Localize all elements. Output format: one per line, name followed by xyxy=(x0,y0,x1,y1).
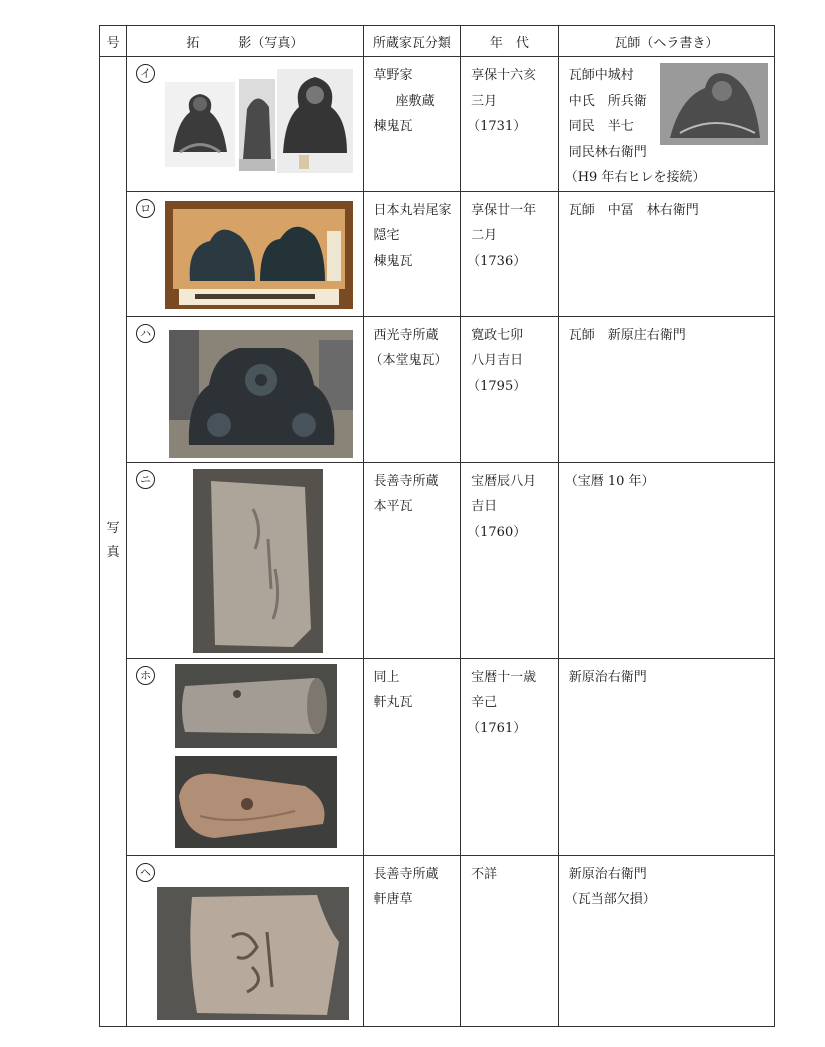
date-cell xyxy=(461,658,559,855)
owner-line: 座敷蔵 xyxy=(395,93,435,109)
owner-line: 長善寺所蔵 xyxy=(373,866,439,882)
master-line: （瓦当部欠損） xyxy=(564,892,656,907)
photo-cell xyxy=(127,462,363,658)
date-line: 享保十六亥 xyxy=(471,68,537,83)
master-cell xyxy=(558,462,774,658)
date-line: （1760） xyxy=(467,524,527,540)
date-line: （1795） xyxy=(467,378,527,394)
tile-catalog-table xyxy=(99,25,775,1027)
owner-line: 棟鬼瓦 xyxy=(373,253,413,269)
header-master: 瓦師（ヘラ書き） xyxy=(558,26,774,57)
date-cell xyxy=(461,316,559,462)
master-line: 新原治右衛門 xyxy=(568,866,647,882)
owner-cell xyxy=(363,855,461,1026)
master-line: 瓦師中城村 xyxy=(568,68,634,83)
owner-line: 同上 xyxy=(373,669,400,685)
side-label-char: 真 xyxy=(106,545,120,561)
date-line: 辛己 xyxy=(471,695,498,710)
date-cell xyxy=(461,57,559,192)
catalog-sheet xyxy=(99,25,774,1023)
date-cell xyxy=(461,855,559,1026)
photo-cell xyxy=(127,57,363,192)
side-label xyxy=(100,57,127,1027)
row-marker: ニ xyxy=(136,470,155,489)
photo-cell xyxy=(127,855,363,1026)
owner-cell xyxy=(363,191,461,316)
owner-line: 軒丸瓦 xyxy=(373,695,413,710)
date-line: 享保廿一年 xyxy=(471,202,537,218)
master-cell xyxy=(558,855,774,1026)
photo-cell xyxy=(127,658,363,855)
owner-cell xyxy=(363,316,461,462)
date-line: 吉日 xyxy=(471,499,498,514)
photo-cell xyxy=(127,316,363,462)
date-line: 不詳 xyxy=(471,866,498,882)
header-photo: 拓 影（写真） xyxy=(127,26,363,57)
table-row xyxy=(100,658,775,855)
master-cell xyxy=(558,316,774,462)
round-tile-top-photo-icon xyxy=(175,664,337,748)
owner-line: 草野家 xyxy=(373,68,413,83)
row-marker: ヘ xyxy=(136,863,155,882)
onigawara-photo-icon xyxy=(165,82,235,167)
table-row xyxy=(100,462,775,658)
side-label-char: 写 xyxy=(106,521,120,537)
master-cell xyxy=(558,57,774,192)
date-line: 寛政七卯 xyxy=(471,327,524,343)
owner-line: 長善寺所蔵 xyxy=(373,473,439,489)
master-line: 同民林右衛門 xyxy=(568,144,647,160)
header-row xyxy=(100,26,775,57)
date-cell xyxy=(461,462,559,658)
date-line: （1736） xyxy=(467,253,527,269)
flat-tile-photo-icon xyxy=(193,469,323,653)
round-tile-bottom-photo-icon xyxy=(175,756,337,848)
owner-line: 棟鬼瓦 xyxy=(373,119,413,134)
date-line: 三月 xyxy=(471,93,498,109)
row-marker: ハ xyxy=(136,324,155,343)
owner-line: 軒唐草 xyxy=(373,892,413,907)
onigawara-side-photo-icon xyxy=(239,79,275,171)
master-line: （H9 年右ヒレを接続） xyxy=(564,170,706,185)
date-cell xyxy=(461,191,559,316)
owner-line: 西光寺所蔵 xyxy=(373,327,439,343)
owner-cell xyxy=(363,462,461,658)
owner-line: （本堂鬼瓦） xyxy=(369,353,448,368)
master-line: 瓦師 新原庄右衛門 xyxy=(568,327,686,343)
owner-cell xyxy=(363,57,461,192)
table-row xyxy=(100,191,775,316)
date-line: 宝暦十一歳 xyxy=(471,669,537,685)
master-cell xyxy=(558,658,774,855)
header-num: 号 xyxy=(100,26,127,57)
table-row xyxy=(100,57,775,192)
master-line: 同民 半七 xyxy=(568,119,634,134)
owner-cell xyxy=(363,658,461,855)
onigawara-front-photo-icon xyxy=(277,69,353,173)
master-cell xyxy=(558,191,774,316)
photo-cell xyxy=(127,191,363,316)
master-line: 新原治右衛門 xyxy=(568,669,647,685)
table-row xyxy=(100,855,775,1026)
table-row xyxy=(100,316,775,462)
karakusa-tile-photo-icon xyxy=(157,887,349,1020)
master-line: 中氏 所兵衛 xyxy=(568,93,647,109)
date-line: 八月吉日 xyxy=(471,353,524,368)
date-line: 宝暦辰八月 xyxy=(471,473,537,489)
row-marker: ホ xyxy=(136,666,155,685)
date-line: （1761） xyxy=(467,720,527,736)
date-line: （1731） xyxy=(467,119,527,134)
master-line: （宝暦 10 年） xyxy=(564,473,655,489)
row-marker: イ xyxy=(136,64,155,83)
row-marker: ロ xyxy=(136,199,155,218)
header-date: 年 代 xyxy=(461,26,559,57)
header-owner: 所蔵家瓦分類 xyxy=(363,26,461,57)
owner-line: 隠宅 xyxy=(373,228,400,243)
date-line: 二月 xyxy=(471,228,498,243)
temple-onigawara-photo-icon xyxy=(169,330,353,458)
onigawara-closeup-photo-icon xyxy=(660,63,768,145)
owner-line: 日本丸岩尾家 xyxy=(373,202,452,218)
owner-line: 本平瓦 xyxy=(373,499,413,514)
master-line: 瓦師 中冨 林右衛門 xyxy=(568,202,699,218)
display-case-photo-icon xyxy=(165,201,353,309)
